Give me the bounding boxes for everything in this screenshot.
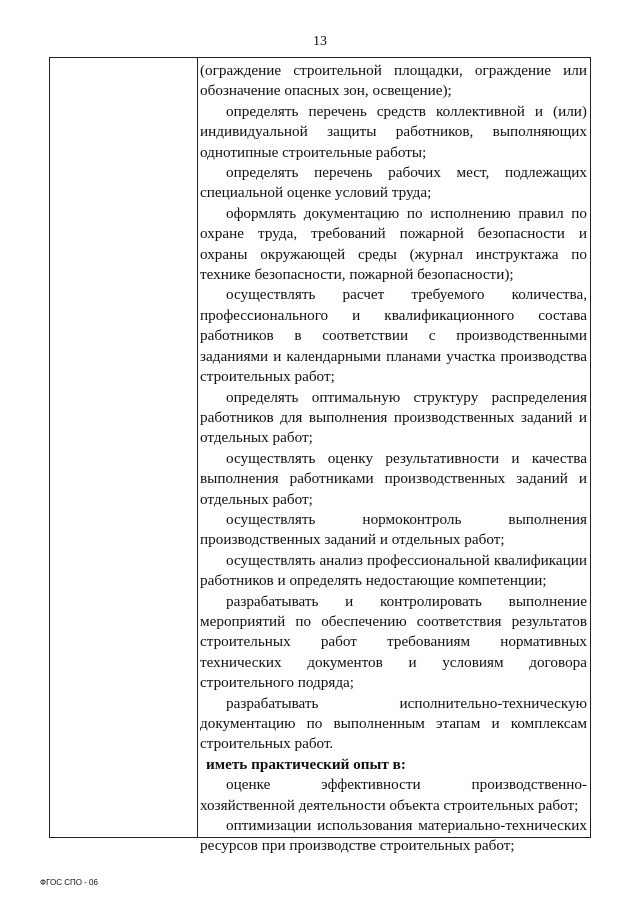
list-item: определять перечень средств коллективной и (или) индивидуальной защиты работников, выполняющих однотипные строительные работы; (200, 102, 587, 161)
page-number: 13 (313, 34, 327, 49)
list-item: разрабатывать и контролировать выполнение мероприятий по обеспечению соответствия результатов строительных работ требованиям нормативных технических документов и условиям договора строительного подряда; (200, 592, 587, 692)
skills-list (200, 61, 587, 755)
list-item: оценке эффективности производственно-хозяйственной деятельности объекта строительных работ; (200, 776, 587, 814)
list-item: определять оптимальную структуру распределения работников для выполнения производственных заданий и отдельных работ; (200, 388, 587, 447)
experience-list (200, 775, 587, 857)
list-item: оптимизации использования материально-технических ресурсов при производстве строительных работ; (200, 817, 587, 855)
competency-table (49, 57, 591, 855)
content-cell (200, 61, 587, 857)
list-item: осуществлять оценку результативности и качества выполнения работниками производственных заданий и отдельных работ; (200, 449, 587, 508)
list-item: определять перечень рабочих мест, подлежащих специальной оценке условий труда; (200, 164, 587, 202)
list-item: разрабатывать исполнительно-техническую документацию по выполненным этапам и комплексам строительных работ. (200, 694, 587, 753)
list-item: оформлять документацию по исполнению правил по охране труда, требований пожарной безопасности и охраны окружающей среды (журнал инструктажа по технике безопасности, пожарной безопасности); (200, 204, 587, 284)
list-item: осуществлять анализ профессиональной квалификации работников и определять недостающие компетенции; (200, 551, 587, 590)
list-item: осуществлять нормоконтроль выполнения производственных заданий и отдельных работ; (200, 510, 587, 549)
experience-heading: иметь практический опыт в: (206, 755, 406, 773)
list-item: (ограждение строительной площадки, ограждение или обозначение опасных зон, освещение); (200, 62, 587, 100)
list-item: осуществлять расчет требуемого количества, профессионального и квалификационного состава работников в соответствии с производственными заданиями и календарными планами участка производства строительных работ; (200, 286, 587, 386)
footer-label: ФГОС СПО - 06 (40, 878, 98, 887)
column-divider (197, 58, 198, 837)
